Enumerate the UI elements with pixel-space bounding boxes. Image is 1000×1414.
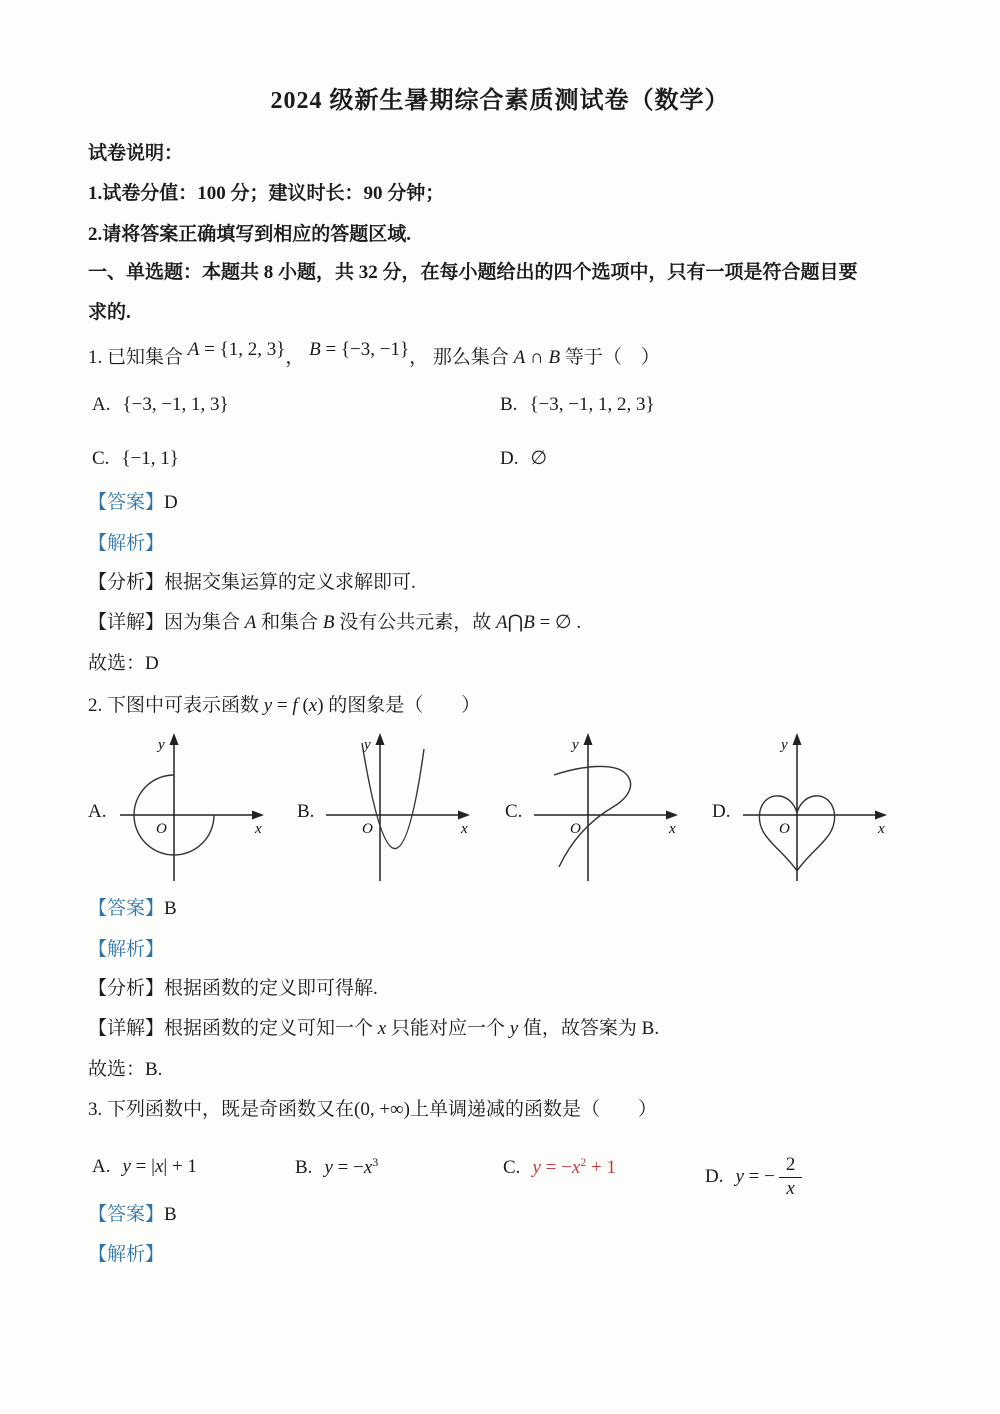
q2-graph-d-label: D. <box>712 801 731 822</box>
q1-stem <box>88 339 660 371</box>
x-axis-arrow-icon <box>666 811 678 820</box>
text-segment: x <box>308 695 318 716</box>
text-segment: + 1 <box>586 1157 616 1178</box>
text-segment: y <box>324 1157 333 1178</box>
text-segment: 没有公共元素，故 <box>334 612 497 633</box>
q2-xiangjie-line <box>88 1017 659 1042</box>
text-segment: 1. 已知集合 <box>88 347 188 368</box>
y-axis-label: y <box>364 737 371 753</box>
text-segment: (0, +∞) <box>354 1099 410 1120</box>
answer-label: 【答案】 <box>88 492 165 513</box>
q3-option-a <box>92 1155 197 1180</box>
graph-d <box>735 729 895 887</box>
origin-label: O <box>570 821 581 837</box>
q1-answer-line <box>88 491 178 516</box>
text-segment: A <box>496 612 508 633</box>
analysis-label: 【解析】 <box>88 533 165 554</box>
text-segment: B <box>548 347 561 368</box>
analysis-label: 【解析】 <box>88 939 165 960</box>
q3-option-b-text <box>324 1157 378 1178</box>
q1-option-d-text <box>530 448 547 469</box>
text-segment: y <box>122 1156 131 1177</box>
q1-option-b-text <box>529 394 654 415</box>
graph-c <box>526 729 686 887</box>
y-axis-arrow-icon <box>584 733 593 745</box>
q3-option-a-label: A. <box>92 1156 111 1177</box>
text-segment: = − <box>332 1157 364 1178</box>
x-axis-arrow-icon <box>252 811 264 820</box>
q3-option-c-text <box>532 1157 616 1178</box>
text-segment: 只能对应一个 <box>386 1018 510 1039</box>
q3-option-d <box>705 1155 802 1200</box>
text-segment: 值，故答案为 B. <box>518 1018 660 1039</box>
text-segment: 【详解】根据函数的定义可知一个 <box>88 1018 378 1039</box>
q3-option-d-text <box>735 1154 802 1199</box>
text-segment: = {1, 2, 3} <box>199 339 286 360</box>
q1-option-c-text <box>121 448 178 469</box>
q2-answer-line <box>88 897 177 922</box>
graph-b <box>318 729 478 887</box>
text-segment: 上单调递减的函数是（ ） <box>409 1099 657 1120</box>
fraction: $\frac{2}{x}$ <box>779 1155 803 1200</box>
instructions-heading: 试卷说明： <box>88 143 184 164</box>
text-segment: 的图象是（ ） <box>328 695 481 716</box>
text-segment: {−1, 1} <box>121 448 179 469</box>
answer-label: 【答案】 <box>88 1204 165 1225</box>
hook-curve <box>554 766 631 867</box>
text-segment: = ∅ . <box>534 612 582 633</box>
q2-guxuan-line: 故选：B. <box>88 1059 163 1080</box>
q1-option-c <box>92 447 179 472</box>
page-title: 2024 级新生暑期综合素质测试卷（数学） <box>270 88 730 114</box>
origin-label: O <box>362 821 373 837</box>
instructions-line-2: 2.请将答案正确填写到相应的答题区域. <box>88 224 412 245</box>
q2-graph-a-label: A. <box>88 801 107 822</box>
text-segment: 【详解】因为集合 <box>88 612 245 633</box>
text-segment: = {−3, −1} <box>320 339 410 360</box>
text-segment: x <box>571 1157 581 1178</box>
q1-analysis-line <box>88 532 164 557</box>
text-segment: y <box>263 695 273 716</box>
text-segment: 2 <box>580 1155 587 1169</box>
q2-graph-c-label: C. <box>505 801 523 822</box>
text-segment: {−3, −1, 1, 3} <box>122 394 229 415</box>
q3-answer-value: B <box>164 1204 177 1225</box>
y-axis-label: y <box>158 737 165 753</box>
text-segment: = − <box>540 1157 572 1178</box>
q3-option-b <box>295 1155 378 1181</box>
q1-option-b-label: B. <box>500 394 518 415</box>
q1-option-a <box>92 393 229 418</box>
y-axis-arrow-icon <box>793 733 802 745</box>
text-segment: x <box>377 1018 387 1039</box>
q3-stem <box>88 1098 657 1123</box>
text-segment: A <box>244 612 257 633</box>
y-axis-label: y <box>572 737 579 753</box>
text-segment: B <box>309 339 321 360</box>
q2-analysis-line <box>88 938 164 963</box>
q2-answer-value: B <box>164 898 177 919</box>
q3-option-d-label: D. <box>705 1165 724 1187</box>
text-segment: A <box>513 347 526 368</box>
q3-answer-line <box>88 1203 177 1228</box>
origin-label: O <box>156 821 167 837</box>
text-segment: B <box>322 612 335 633</box>
text-segment: 2. 下图中可表示函数 <box>88 695 264 716</box>
text-segment: | + 1 <box>163 1156 197 1177</box>
q1-guxuan-line: 故选：D <box>88 653 159 674</box>
q1-xiangjie-line <box>88 611 581 636</box>
q1-option-b <box>500 393 655 418</box>
q1-option-d <box>500 447 547 472</box>
text-segment: ， <box>285 347 310 368</box>
section-heading-line-2: 求的. <box>88 302 131 323</box>
text-segment: y <box>532 1157 541 1178</box>
section-heading-line-1: 一、单选题：本题共 8 小题，共 32 分，在每小题给出的四个选项中，只有一项是符合题目要 <box>88 262 858 283</box>
x-axis-arrow-icon <box>458 811 470 820</box>
q3-option-a-text <box>122 1156 196 1177</box>
q3-option-c-label: C. <box>503 1157 521 1178</box>
q1-option-d-label: D. <box>500 448 519 469</box>
q1-fenxi-line: 【分析】根据交集运算的定义求解即可. <box>88 572 416 593</box>
y-axis-arrow-icon <box>376 733 385 745</box>
text-segment: A <box>187 339 200 360</box>
q2-graph-b-label: B. <box>297 801 315 822</box>
y-axis-label: y <box>781 737 788 753</box>
q3-option-b-label: B. <box>295 1157 313 1178</box>
q3-analysis-line <box>88 1243 164 1268</box>
text-segment: 和集合 <box>256 612 323 633</box>
origin-label: O <box>779 821 790 837</box>
text-segment: = | <box>130 1156 155 1177</box>
q3-option-c <box>503 1155 616 1181</box>
x-axis-label: x <box>255 821 262 837</box>
text-segment: ( <box>297 695 309 716</box>
instructions-line-1: 1.试卷分值：100 分；建议时长：90 分钟； <box>88 183 445 204</box>
text-segment: ∅ <box>530 448 548 469</box>
text-segment: = − <box>743 1165 775 1187</box>
text-segment: x <box>154 1156 164 1177</box>
text-segment: 等于（ ） <box>560 347 660 368</box>
q1-option-a-label: A. <box>92 394 111 415</box>
graph-a <box>112 729 272 887</box>
q1-option-c-label: C. <box>92 448 110 469</box>
text-segment: f <box>292 695 298 716</box>
text-segment: ∩ <box>525 347 549 368</box>
q2-stem <box>88 694 480 719</box>
text-segment: B <box>523 612 535 633</box>
q2-fenxi-line: 【分析】根据函数的定义即可得解. <box>88 978 378 999</box>
text-segment: 3 <box>372 1155 379 1169</box>
text-segment: y <box>735 1165 744 1187</box>
answer-label: 【答案】 <box>88 898 165 919</box>
q1-answer-value: D <box>164 492 178 513</box>
text-segment: = <box>272 695 293 716</box>
x-axis-label: x <box>461 821 468 837</box>
text-segment: x <box>363 1157 373 1178</box>
q1-option-a-text <box>122 394 228 415</box>
text-segment: ) <box>317 695 329 716</box>
x-axis-label: x <box>669 821 676 837</box>
text-segment: ⋂ <box>507 612 524 633</box>
text-segment: ， 那么集合 <box>409 347 514 368</box>
text-segment: y <box>509 1018 519 1039</box>
x-axis-label: x <box>878 821 885 837</box>
analysis-label: 【解析】 <box>88 1244 165 1265</box>
x-axis-arrow-icon <box>875 811 887 820</box>
text-segment: {−3, −1, 1, 2, 3} <box>529 394 655 415</box>
text-segment: 3. 下列函数中，既是奇函数又在 <box>88 1099 355 1120</box>
y-axis-arrow-icon <box>170 733 179 745</box>
